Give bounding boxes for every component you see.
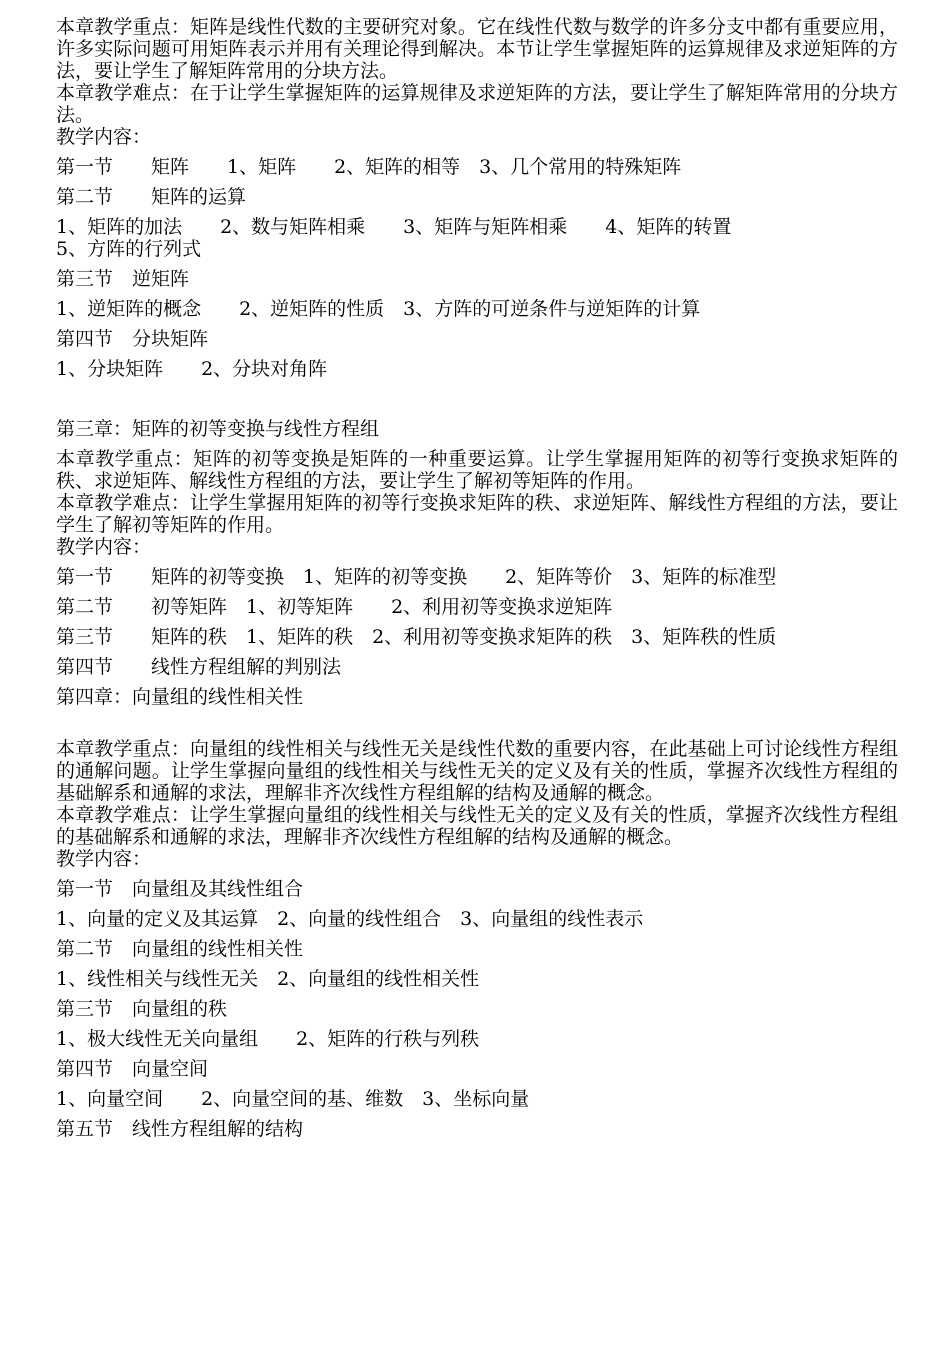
chapter2-section-line: 第三节 逆矩阵 (56, 268, 190, 290)
chapter2-section-line: 第一节 矩阵 1、矩阵 2、矩阵的相等 3、几个常用的特殊矩阵 (56, 156, 682, 178)
chapter3-section-line: 第四节 线性方程组解的判别法 (56, 656, 342, 678)
chapter4-topic-line: 1、极大线性无关向量组 2、矩阵的行秩与列秩 (56, 1028, 480, 1050)
chapter3-difficulty: 本章教学难点：让学生掌握用矩阵的初等行变换求矩阵的秩、求逆矩阵、解线性方程组的方法，要让学生了解初等矩阵的作用。 (56, 492, 898, 536)
document-page (56, 16, 898, 1140)
chapter3-section-line: 第二节 初等矩阵 1、初等矩阵 2、利用初等变换求逆矩阵 (56, 596, 613, 618)
chapter2-topic-line: 5、方阵的行列式 (56, 238, 202, 260)
chapter4-section-line: 第五节 线性方程组解的结构 (56, 1118, 304, 1140)
chapter2-section-line: 第四节 分块矩阵 (56, 328, 209, 350)
chapter2-difficulty: 本章教学难点：在于让学生掌握矩阵的运算规律及求逆矩阵的方法，要让学生了解矩阵常用的分块方法。 (56, 82, 898, 126)
chapter4-section-line: 第二节 向量组的线性相关性 (56, 938, 304, 960)
chapter4-difficulty: 本章教学难点：让学生掌握向量组的线性相关与线性无关的定义及有关的性质，掌握齐次线性方程组的基础解系和通解的求法，理解非齐次线性方程组解的结构及通解的概念。 (56, 804, 898, 848)
chapter2-content-label: 教学内容： (56, 126, 152, 148)
chapter4-topic-line: 1、线性相关与线性无关 2、向量组的线性相关性 (56, 968, 480, 990)
chapter2-section-line: 第二节 矩阵的运算 (56, 186, 247, 208)
chapter3-section-line: 第一节 矩阵的初等变换 1、矩阵的初等变换 2、矩阵等价 3、矩阵的标准型 (56, 566, 777, 588)
chapter4-topic-line: 1、向量的定义及其运算 2、向量的线性组合 3、向量组的线性表示 (56, 908, 644, 930)
chapter4-section-line: 第三节 向量组的秩 (56, 998, 228, 1020)
chapter3-title: 第三章：矩阵的初等变换与线性方程组 (56, 418, 380, 440)
chapter2-topic-line: 1、矩阵的加法 2、数与矩阵相乘 3、矩阵与矩阵相乘 4、矩阵的转置 (56, 216, 732, 238)
chapter2-focus: 本章教学重点：矩阵是线性代数的主要研究对象。它在线性代数与数学的许多分支中都有重要应用，许多实际问题可用矩阵表示并用有关理论得到解决。本节让学生掌握矩阵的运算规律及求逆矩阵的方法，要让学生了解矩阵常用的分块方法。 (56, 16, 898, 82)
chapter4-section-line: 第一节 向量组及其线性组合 (56, 878, 304, 900)
chapter2-topic-line: 1、逆矩阵的概念 2、逆矩阵的性质 3、方阵的可逆条件与逆矩阵的计算 (56, 298, 701, 320)
chapter4-title: 第四章：向量组的线性相关性 (56, 686, 304, 708)
chapter2-topic-line: 1、分块矩阵 2、分块对角阵 (56, 358, 328, 380)
chapter4-focus: 本章教学重点：向量组的线性相关与线性无关是线性代数的重要内容，在此基础上可讨论线性方程组的通解问题。让学生掌握向量组的线性相关与线性无关的定义及有关的性质，掌握齐次线性方程组的基础解系和通解的求法，理解非齐次线性方程组解的结构及通解的概念。 (56, 738, 898, 804)
chapter4-section-line: 第四节 向量空间 (56, 1058, 209, 1080)
chapter3-section-line: 第三节 矩阵的秩 1、矩阵的秩 2、利用初等变换求矩阵的秩 3、矩阵秩的性质 (56, 626, 777, 648)
chapter3-focus: 本章教学重点：矩阵的初等变换是矩阵的一种重要运算。让学生掌握用矩阵的初等行变换求矩阵的秩、求逆矩阵、解线性方程组的方法，要让学生了解初等矩阵的作用。 (56, 448, 898, 492)
chapter4-topic-line: 1、向量空间 2、向量空间的基、维数 3、坐标向量 (56, 1088, 530, 1110)
chapter4-content-label: 教学内容： (56, 848, 152, 870)
chapter3-content-label: 教学内容： (56, 536, 152, 558)
